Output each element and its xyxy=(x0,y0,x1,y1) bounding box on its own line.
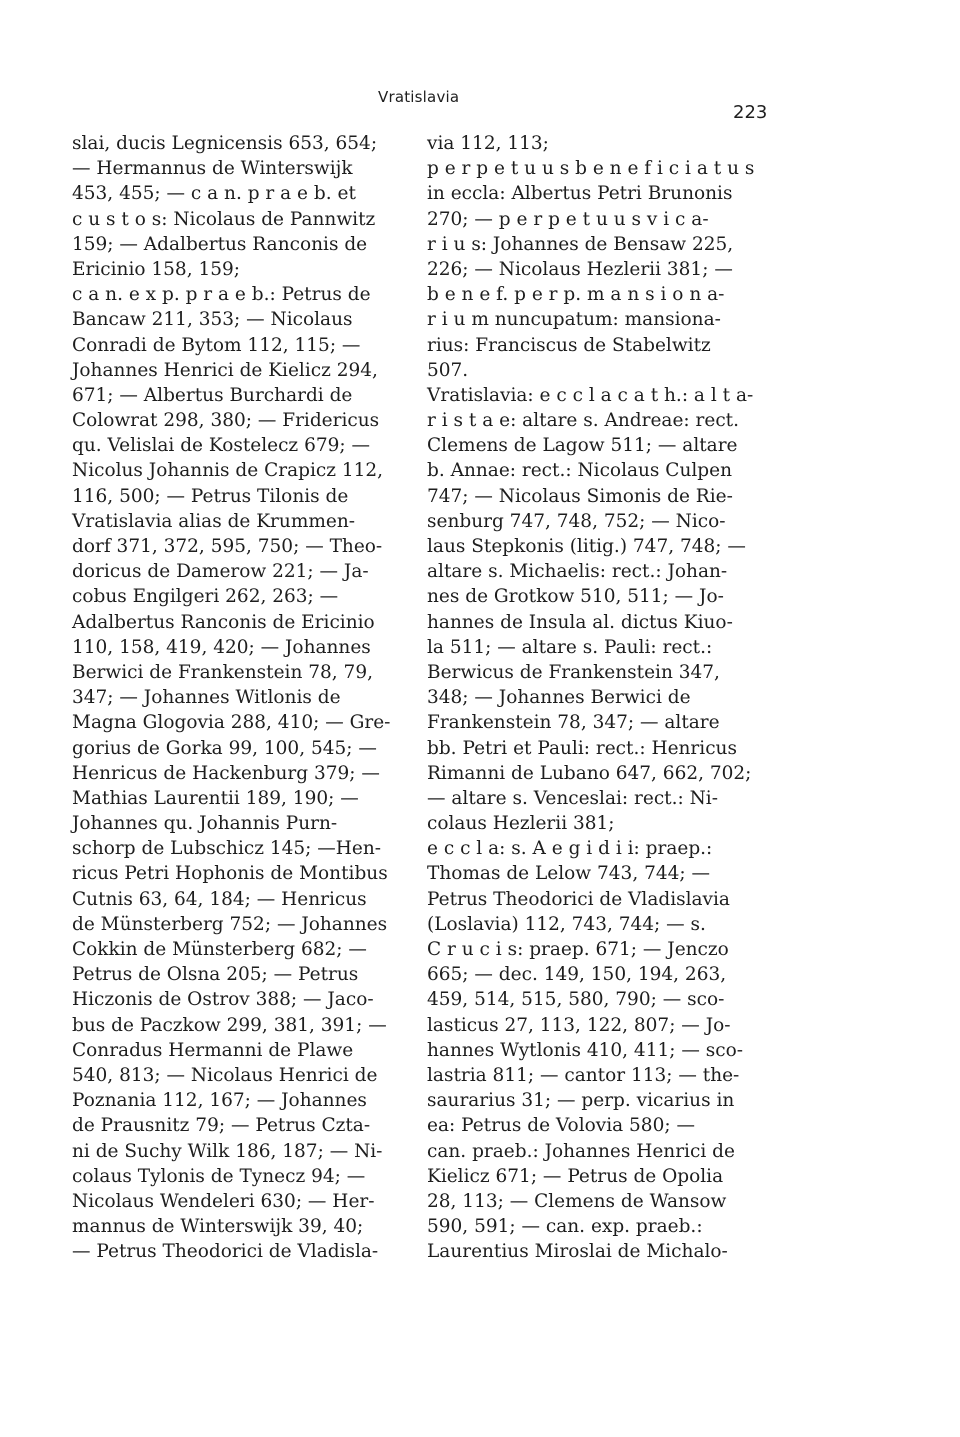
text-line: 665; — dec. 149, 150, 194, 263, xyxy=(427,964,727,986)
text-line: altare s. Michaelis: rect.: Johan- xyxy=(427,561,728,583)
text-line: Rimanni de Lubano 647, 662, 702; xyxy=(427,762,752,784)
text-line: (Loslavia) 112, 743, 744; — s. xyxy=(427,913,706,935)
text-line: 453, 455; — c a n. p r a e b. et xyxy=(72,183,356,205)
text-line: Adalbertus Ranconis de Ericinio xyxy=(72,611,375,633)
right-text-column xyxy=(427,131,767,1264)
text-line: 540, 813; — Nicolaus Henrici de xyxy=(72,1064,378,1086)
text-line: Laurentius Miroslai de Michalo- xyxy=(427,1241,728,1263)
text-line: 747; — Nicolaus Simonis de Rie- xyxy=(427,485,733,507)
text-line: bb. Petri et Pauli: rect.: Henricus xyxy=(427,737,737,759)
text-line: Hiczonis de Ostrov 388; — Jaco- xyxy=(72,989,374,1011)
text-line: b. Annae: rect.: Nicolaus Culpen xyxy=(427,460,732,482)
text-line: Mathias Laurentii 189, 190; — xyxy=(72,787,359,809)
text-line: senburg 747, 748, 752; — Nico- xyxy=(427,510,726,532)
text-line: Bancaw 211, 353; — Nicolaus xyxy=(72,309,353,331)
text-line: Petrus de Olsna 205; — Petrus xyxy=(72,964,359,986)
text-line: 270; — p e r p e t u u s v i c a- xyxy=(427,208,709,230)
text-line: 671; — Albertus Burchardi de xyxy=(72,384,353,406)
text-line: la 511; — altare s. Pauli: rect.: xyxy=(427,636,713,658)
text-line: Thomas de Lelow 743, 744; — xyxy=(427,863,711,885)
text-line: ea: Petrus de Volovia 580; — xyxy=(427,1115,695,1137)
text-line: in eccla: Albertus Petri Brunonis xyxy=(427,183,733,205)
text-line: Nicolus Johannis de Crapicz 112, xyxy=(72,460,384,482)
text-line: colaus Hezlerii 381; xyxy=(427,813,615,835)
text-line: r i s t a e: altare s. Andreae: rect. xyxy=(427,410,739,432)
text-line: saurarius 31; — perp. vicarius in xyxy=(427,1090,735,1112)
text-line: ricus Petri Hophonis de Montibus xyxy=(72,863,388,885)
text-line: Conradi de Bytom 112, 115; — xyxy=(72,334,361,356)
text-line: 226; — Nicolaus Hezlerii 381; — xyxy=(427,258,733,280)
text-line: nes de Grotkow 510, 511; — Jo- xyxy=(427,586,724,608)
page-number: 223 xyxy=(733,102,768,123)
text-line: bus de Paczkow 299, 381, 391; — xyxy=(72,1014,387,1036)
text-line: Berwici de Frankenstein 78, 79, xyxy=(72,661,373,683)
text-line: Ericinio 158, 159; xyxy=(72,258,241,280)
running-title: Vratislavia xyxy=(378,88,460,106)
text-line: Conradus Hermanni de Plawe xyxy=(72,1039,354,1061)
text-line: p e r p e t u u s b e n e f i c i a t u s xyxy=(427,158,755,180)
text-line: Vratislavia alias de Krummen- xyxy=(72,510,356,532)
text-line: 590, 591; — can. exp. praeb.: xyxy=(427,1216,703,1238)
text-line: mannus de Winterswijk 39, 40; xyxy=(72,1216,364,1238)
text-line: Vratislavia: e c c l a c a t h.: a l t a- xyxy=(427,384,754,406)
text-line: Berwicus de Frankenstein 347, xyxy=(427,661,720,683)
text-line: 110, 158, 419, 420; — Johannes xyxy=(72,636,371,658)
text-line: 348; — Johannes Berwici de xyxy=(427,687,691,709)
text-line: Nicolaus Wendeleri 630; — Her- xyxy=(72,1190,375,1212)
text-line: 347; — Johannes Witlonis de xyxy=(72,687,341,709)
text-line: C r u c i s: praep. 671; — Jenczo xyxy=(427,939,729,960)
left-text-column xyxy=(72,131,407,1264)
text-line: e c c l a: s. A e g i d i i: praep.: xyxy=(427,838,713,860)
text-line: ni de Suchy Wilk 186, 187; — Ni- xyxy=(72,1140,383,1162)
text-line: 116, 500; — Petrus Tilonis de xyxy=(72,485,349,507)
text-line: schorp de Lubschicz 145; —Hen- xyxy=(72,838,382,860)
text-line: 159; — Adalbertus Ranconis de xyxy=(72,233,368,255)
text-line: can. praeb.: Johannes Henrici de xyxy=(427,1140,735,1162)
text-line: qu. Velislai de Kostelecz 679; — xyxy=(72,435,370,457)
text-line: 507. xyxy=(427,359,469,381)
text-line: Poznania 112, 167; — Johannes xyxy=(72,1090,367,1112)
text-line: cobus Engilgeri 262, 263; — xyxy=(72,586,339,608)
text-line: doricus de Damerow 221; — Ja- xyxy=(72,561,369,583)
text-line: Henricus de Hackenburg 379; — xyxy=(72,762,380,784)
text-line: lastria 811; — cantor 113; — the- xyxy=(427,1064,740,1086)
text-line: Frankenstein 78, 347; — altare xyxy=(427,712,720,734)
text-line: Johannes Henrici de Kielicz 294, xyxy=(72,359,378,381)
text-line: colaus Tylonis de Tynecz 94; — xyxy=(72,1165,366,1187)
text-line: Cutnis 63, 64, 184; — Henricus xyxy=(72,888,367,910)
text-line: Kielicz 671; — Petrus de Opolia xyxy=(427,1165,724,1187)
text-line: b e n e f. p e r p. m a n s i o n a- xyxy=(427,284,725,306)
text-line: hannes de Insula al. dictus Kiuo- xyxy=(427,611,733,633)
text-line: laus Stepkonis (litig.) 747, 748; — xyxy=(427,536,746,557)
text-line: hannes Wytlonis 410, 411; — sco- xyxy=(427,1039,743,1061)
text-line: de Prausnitz 79; — Petrus Czta- xyxy=(72,1115,371,1137)
text-line: rius: Franciscus de Stabelwitz xyxy=(427,334,711,356)
text-line: c a n. e x p. p r a e b.: Petrus de xyxy=(72,284,371,306)
text-line: — altare s. Venceslai: rect.: Ni- xyxy=(427,787,718,809)
text-line: Colowrat 298, 380; — Fridericus xyxy=(72,410,380,432)
text-line: via 112, 113; xyxy=(427,133,549,154)
text-line: Magna Glogovia 288, 410; — Gre- xyxy=(72,712,391,734)
text-line: r i u s: Johannes de Bensaw 225, xyxy=(427,233,734,255)
text-line: Clemens de Lagow 511; — altare xyxy=(427,435,738,457)
text-line: dorf 371, 372, 595, 750; — Theo- xyxy=(72,536,383,557)
text-line: lasticus 27, 113, 122, 807; — Jo- xyxy=(427,1014,731,1036)
text-line: de Münsterberg 752; — Johannes xyxy=(72,913,388,935)
text-line: gorius de Gorka 99, 100, 545; — xyxy=(72,737,377,759)
text-line: 459, 514, 515, 580, 790; — sco- xyxy=(427,989,725,1011)
text-line: Cokkin de Münsterberg 682; — xyxy=(72,939,367,960)
text-line: — Hermannus de Winterswijk xyxy=(72,158,353,180)
text-line: r i u m nuncupatum: mansiona- xyxy=(427,309,721,331)
text-line: — Petrus Theodorici de Vladisla- xyxy=(72,1241,379,1263)
text-line: c u s t o s: Nicolaus de Pannwitz xyxy=(72,208,376,230)
text-line: Johannes qu. Johannis Purn- xyxy=(72,813,338,835)
text-line: 28, 113; — Clemens de Wansow xyxy=(427,1190,727,1212)
text-line: slai, ducis Legnicensis 653, 654; xyxy=(72,133,378,154)
text-line: Petrus Theodorici de Vladislavia xyxy=(427,888,730,910)
